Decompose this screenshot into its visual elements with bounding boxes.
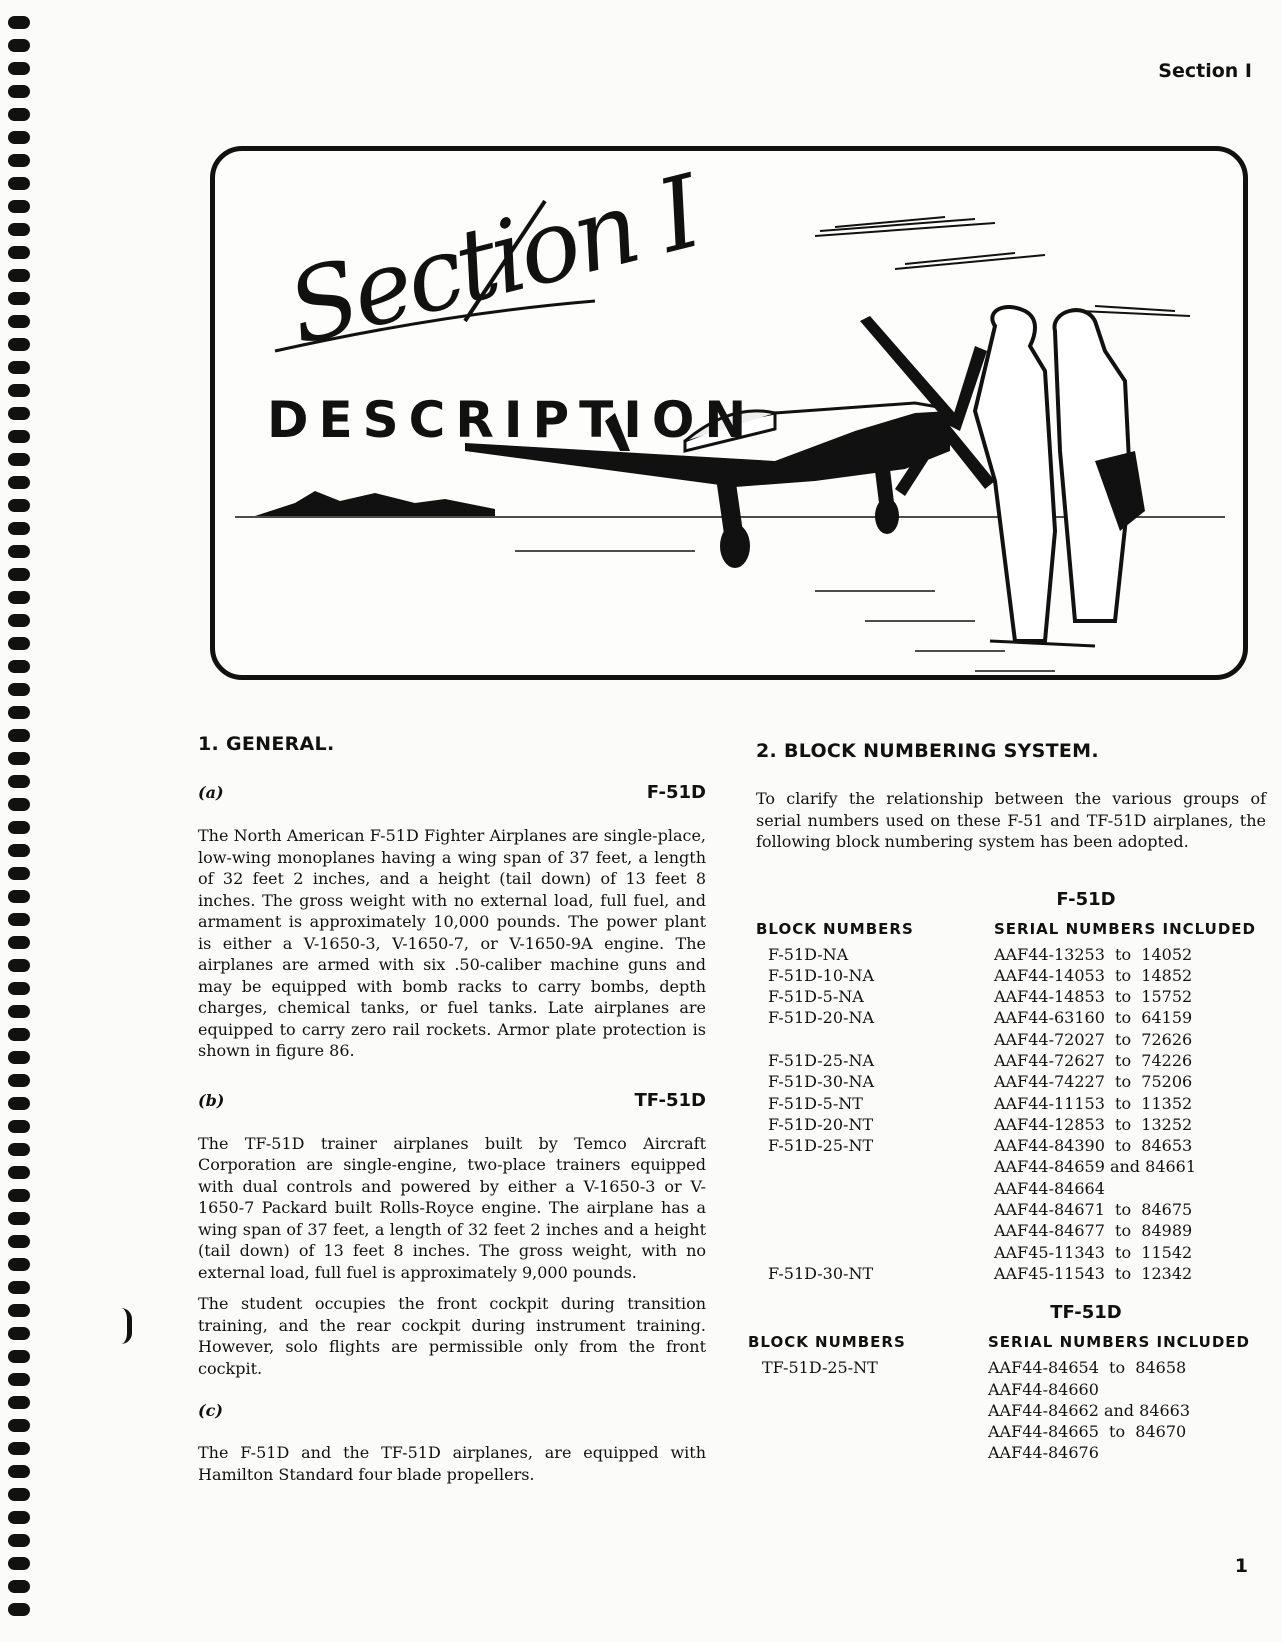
general-heading: 1. GENERAL. [198, 733, 335, 755]
f51d-table-body [756, 944, 1266, 1285]
binding-hole [8, 39, 30, 52]
table-row [756, 1242, 1266, 1263]
tf51d-table-header [748, 1333, 1266, 1351]
description-title: DESCRIPTION [267, 391, 757, 449]
subsection-c-text: The F-51D and the TF-51D airplanes, are equipped with Hamilton Standard four blade propellers. [198, 1443, 706, 1484]
table-row [756, 1093, 1266, 1114]
table-row [756, 1220, 1266, 1241]
binding-hole [8, 223, 30, 236]
table-row [756, 1178, 1266, 1199]
block-numbering-section [748, 740, 1266, 1464]
binding-hole [8, 798, 30, 811]
table-row [756, 1029, 1266, 1050]
binding-hole [8, 384, 30, 397]
binding-hole [8, 683, 30, 696]
binding-hole [8, 1511, 30, 1524]
table-row [748, 1421, 1266, 1442]
table-row [748, 1400, 1266, 1421]
binding-hole [8, 407, 30, 420]
block-number: F-51D-30-NT [768, 1263, 874, 1283]
binding-hole [8, 1396, 30, 1409]
binding-hole [8, 1120, 30, 1133]
binding-hole [8, 1212, 30, 1225]
serial-numbers: AAF44-14053 to 14852 [994, 965, 1193, 985]
binding-hole [8, 246, 30, 259]
binding-hole [8, 200, 30, 213]
table-row [756, 1263, 1266, 1284]
binding-hole [8, 292, 30, 305]
block-intro: To clarify the relationship between the various groups of serial numbers used on these F-51 and TF-51D airplanes, the following block numbering system has been adopted. [756, 789, 1266, 851]
block-number [756, 1242, 994, 1263]
serial-numbers: AAF45-11543 to 12342 [994, 1263, 1193, 1283]
binding-hole [8, 936, 30, 949]
binding-hole [8, 16, 30, 29]
binding-hole [8, 1005, 30, 1018]
serial-numbers: AAF44-72027 to 72626 [994, 1029, 1193, 1049]
subsection-b-text-1: The TF-51D trainer airplanes built by Temco Aircraft Corporation are single-engine, two-place trainers equipped with dual controls and powered by either a V-1650-3 or V-1650-7 Packard built Rolls-Royce engine. The airplane has a wing span of 37 feet, a length of 32 feet 2 inches and a height (tail down) of 13 feet 8 inches. The gross weight, with no external load, full fuel is approximately 9,000 pounds. [198, 1133, 706, 1282]
page-number: 1 [1234, 1555, 1248, 1577]
section-illustration [210, 146, 1248, 680]
tf51d-col-block: BLOCK NUMBERS [748, 1333, 906, 1352]
block-number: F-51D-5-NT [768, 1093, 863, 1113]
binding-hole [8, 85, 30, 98]
binding-hole [8, 752, 30, 765]
binding-hole [8, 1534, 30, 1547]
binding-hole [8, 361, 30, 374]
subsection-c-header [198, 1401, 706, 1420]
binding-hole [8, 1580, 30, 1593]
binding-hole [8, 890, 30, 903]
block-number [748, 1421, 988, 1442]
block-number: F-51D-20-NT [768, 1114, 874, 1134]
block-number [756, 1199, 994, 1220]
serial-numbers: AAF44-84671 to 84675 [994, 1200, 1193, 1220]
binding-hole [8, 154, 30, 167]
serial-numbers: AAF44-13253 to 14052 [994, 944, 1193, 964]
binding-hole [8, 1465, 30, 1478]
block-number [748, 1379, 988, 1400]
table-row [756, 1007, 1266, 1028]
serial-numbers: AAF44-84662 and 84663 [988, 1400, 1191, 1420]
binding-hole [8, 1166, 30, 1179]
binding-hole [8, 706, 30, 719]
serial-numbers: AAF44-84660 [988, 1379, 1099, 1399]
binding-hole [8, 729, 30, 742]
binding-hole [8, 660, 30, 673]
f51d-table-title: F-51D [1056, 888, 1116, 910]
binding-hole [8, 430, 30, 443]
block-number [748, 1400, 988, 1421]
binding-hole [8, 269, 30, 282]
subsection-a-model: F-51D [646, 782, 706, 803]
serial-numbers: AAF44-84676 [988, 1443, 1099, 1463]
serial-numbers: AAF44-84664 [994, 1178, 1105, 1198]
binding-hole [8, 62, 30, 75]
serial-numbers: AAF45-11343 to 11542 [994, 1242, 1193, 1262]
table-row [756, 965, 1266, 986]
serial-numbers: AAF44-12853 to 13252 [994, 1114, 1193, 1134]
subsection-b-header [198, 1090, 706, 1111]
serial-numbers: AAF44-84659 and 84661 [994, 1157, 1197, 1177]
margin-mark [121, 1308, 132, 1344]
binding-hole [8, 315, 30, 328]
binding-hole [8, 545, 30, 558]
table-row [748, 1357, 1266, 1378]
spiral-binding [6, 16, 34, 1636]
binding-hole [8, 522, 30, 535]
script-title: Section I [276, 153, 709, 368]
subsection-a-text: The North American F-51D Fighter Airplanes are single-place, low-wing monoplanes having a wing span of 37 feet, a length of 32 feet 2 inches, and a height (tail down) of 13 feet 8 inches. The gross weight with no external load, full fuel, and armament is approximately 10,000 pounds. The power plant is either a V-1650-3, V-1650-7, or V-1650-9A engine. The airplanes are armed with six .50-caliber machine guns and may be equipped with bomb racks to carry bombs, depth charges, chemical tanks, or fuel tanks. Late airplanes are equipped to carry zero rail rockets. Armor plate protection is shown in figure 86. [198, 826, 706, 1060]
binding-hole [8, 568, 30, 581]
serial-numbers: AAF44-84665 to 84670 [988, 1422, 1187, 1442]
binding-hole [8, 131, 30, 144]
f51d-col-block: BLOCK NUMBERS [756, 919, 914, 938]
binding-hole [8, 476, 30, 489]
subsection-b-label: (b) [198, 1090, 225, 1110]
binding-hole [8, 1419, 30, 1432]
binding-hole [8, 499, 30, 512]
table-row [756, 1156, 1266, 1177]
tf51d-col-serial: SERIAL NUMBERS INCLUDED [988, 1333, 1250, 1352]
binding-hole [8, 1143, 30, 1156]
tf51d-table-title: TF-51D [1050, 1302, 1122, 1324]
block-number [748, 1442, 988, 1463]
binding-hole [8, 1442, 30, 1455]
table-row [756, 1135, 1266, 1156]
binding-hole [8, 982, 30, 995]
table-row [756, 944, 1266, 965]
block-number [756, 1178, 994, 1199]
binding-hole [8, 867, 30, 880]
binding-hole [8, 775, 30, 788]
serial-numbers: AAF44-84654 to 84658 [988, 1358, 1187, 1378]
binding-hole [8, 1373, 30, 1386]
block-number: F-51D-25-NA [768, 1050, 874, 1070]
binding-hole [8, 177, 30, 190]
table-row [756, 986, 1266, 1007]
binding-hole [8, 1097, 30, 1110]
binding-hole [8, 637, 30, 650]
section-header: Section I [1158, 60, 1252, 82]
subsection-a-label: (a) [198, 783, 224, 802]
table-row [748, 1442, 1266, 1463]
binding-hole [8, 1051, 30, 1064]
binding-hole [8, 1235, 30, 1248]
subsection-b-text-2: The student occupies the front cockpit during transition training, and the rear cockpit during instrument training. However, solo flights are permissible only from the front cockpit. [198, 1294, 706, 1378]
block-number: TF-51D-25-NT [762, 1358, 878, 1378]
tf51d-table-body [748, 1357, 1266, 1463]
subsection-b-model: TF-51D [634, 1089, 706, 1111]
block-number: F-51D-20-NA [768, 1008, 874, 1028]
binding-hole [8, 821, 30, 834]
table-row [748, 1379, 1266, 1400]
block-number: F-51D-5-NA [768, 987, 864, 1007]
binding-hole [8, 959, 30, 972]
binding-hole [8, 1189, 30, 1202]
binding-hole [8, 108, 30, 121]
subsection-c-label: (c) [198, 1401, 223, 1420]
f51d-table-header [756, 920, 1266, 938]
block-number [756, 1220, 994, 1241]
binding-hole [8, 1488, 30, 1501]
block-number [756, 1156, 994, 1177]
binding-hole [8, 1074, 30, 1087]
block-number: F-51D-30-NA [768, 1072, 874, 1092]
serial-numbers: AAF44-14853 to 15752 [994, 987, 1193, 1007]
binding-hole [8, 1603, 30, 1616]
binding-hole [8, 1281, 30, 1294]
serial-numbers: AAF44-74227 to 75206 [994, 1072, 1193, 1092]
serial-numbers: AAF44-84390 to 84653 [994, 1136, 1193, 1156]
table-row [756, 1071, 1266, 1092]
block-number: F-51D-NA [768, 944, 849, 964]
table-row [756, 1199, 1266, 1220]
binding-hole [8, 1350, 30, 1363]
binding-hole [8, 844, 30, 857]
serial-numbers: AAF44-63160 to 64159 [994, 1008, 1193, 1028]
block-heading: 2. BLOCK NUMBERING SYSTEM. [756, 740, 1099, 762]
subsection-a-header [198, 782, 706, 803]
binding-hole [8, 1258, 30, 1271]
table-row [756, 1114, 1266, 1135]
block-number: F-51D-10-NA [768, 965, 874, 985]
binding-hole [8, 1028, 30, 1041]
binding-hole [8, 1304, 30, 1317]
binding-hole [8, 338, 30, 351]
binding-hole [8, 591, 30, 604]
serial-numbers: AAF44-72627 to 74226 [994, 1050, 1193, 1070]
binding-hole [8, 1557, 30, 1570]
serial-numbers: AAF44-11153 to 11352 [994, 1093, 1193, 1113]
binding-hole [8, 453, 30, 466]
serial-numbers: AAF44-84677 to 84989 [994, 1221, 1193, 1241]
f51d-col-serial: SERIAL NUMBERS INCLUDED [994, 919, 1256, 938]
general-section [198, 733, 706, 1485]
block-number: F-51D-25-NT [768, 1136, 874, 1156]
binding-hole [8, 614, 30, 627]
binding-hole [8, 913, 30, 926]
table-row [756, 1050, 1266, 1071]
block-number [756, 1029, 994, 1050]
binding-hole [8, 1327, 30, 1340]
